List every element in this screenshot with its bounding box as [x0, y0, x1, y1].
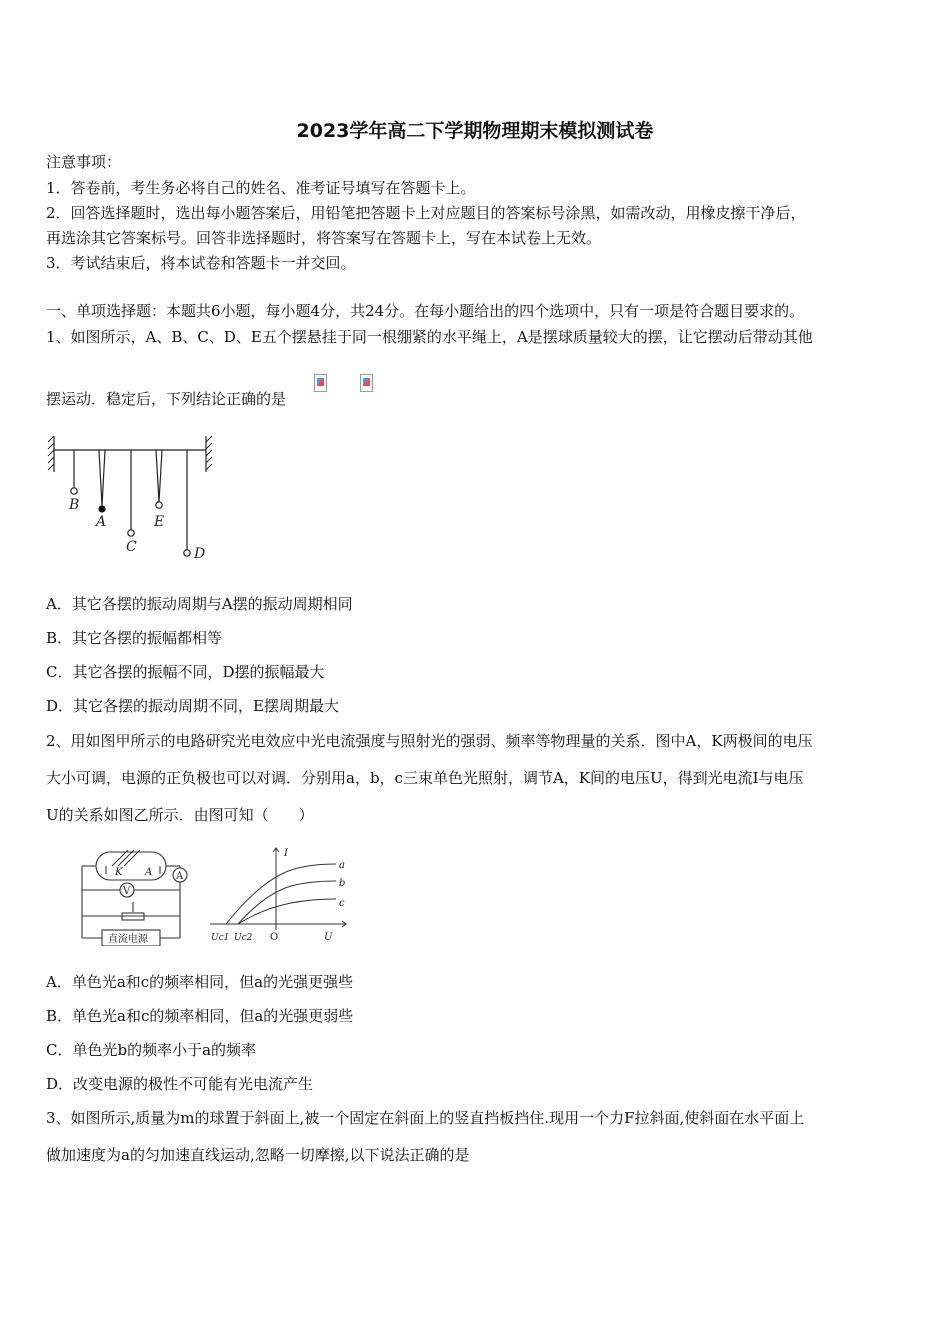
circuit-figure	[72, 844, 194, 946]
broken-image-icon	[314, 374, 327, 392]
axis-label-u: U	[324, 932, 333, 943]
notes-heading: 注意事项：	[46, 153, 122, 171]
label-E: E	[154, 514, 165, 530]
q1-option: D．其它各摆的振动周期不同，E摆周期最大	[46, 697, 339, 715]
label-D: D	[194, 546, 206, 562]
iu-graph-figure	[206, 844, 352, 944]
q2-line: 2、用如图甲所示的电路研究光电效应中光电流强度与照射光的强弱、频率等物理量的关系．图中A，K两极间的电压	[46, 732, 813, 750]
label-A: A	[96, 514, 107, 530]
voltmeter-icon: V	[123, 886, 131, 897]
circuit-label-a: A	[145, 867, 153, 878]
q2-line: 大小可调，电源的正负极也可以对调．分别用a，b，c三束单色光照射，调节A，K间的电压U，得到光电流I与电压	[46, 769, 804, 787]
page-title: 2023学年高二下学期物理期末模拟测试卷	[296, 120, 654, 142]
ammeter-icon: A	[176, 871, 184, 882]
label-uc1: Uc1	[211, 933, 230, 943]
notes-item: 1．答卷前，考生务必将自己的姓名、准考证号填写在答题卡上。	[46, 179, 476, 197]
label-uc2: Uc2	[234, 933, 253, 943]
q2-option: A．单色光a和c的频率相同，但a的光强更强些	[46, 973, 354, 991]
curve-label-c: c	[339, 898, 345, 909]
pendulum-figure	[46, 432, 216, 562]
q1-line: 摆运动．稳定后，下列结论正确的是	[46, 390, 287, 408]
circuit-label-k: K	[115, 867, 123, 878]
axis-origin: O	[270, 932, 279, 943]
label-B: B	[69, 497, 80, 513]
section-heading: 一、单项选择题：本题共6小题，每小题4分，共24分。在每小题给出的四个选项中，只有一项是符合题目要求的。	[46, 302, 805, 320]
q1-line: 1、如图所示，A、B、C、D、E五个摆悬挂于同一根绷紧的水平绳上，A是摆球质量较大的摆，让它摆动后带动其他	[46, 328, 813, 346]
q1-option: A．其它各摆的振动周期与A摆的振动周期相同	[46, 595, 353, 613]
power-source-label: 直流电源	[108, 934, 148, 945]
notes-item: 再选涂其它答案标号。回答非选择题时，将答案写在答题卡上，写在本试卷上无效。	[46, 229, 602, 247]
q2-option: B．单色光a和c的频率相同，但a的光强更弱些	[46, 1007, 354, 1025]
curve-label-a: a	[339, 860, 345, 871]
q2-line: U的关系如图乙所示．由图可知（ ）	[46, 806, 314, 824]
q2-option: C．单色光b的频率小于a的频率	[46, 1041, 257, 1059]
label-C: C	[126, 539, 137, 555]
q3-line: 做加速度为a的匀加速直线运动,忽略一切摩擦,以下说法正确的是	[46, 1146, 470, 1164]
notes-item: 3．考试结束后，将本试卷和答题卡一并交回。	[46, 254, 356, 272]
q3-line: 3、如图所示,质量为m的球置于斜面上,被一个固定在斜面上的竖直挡板挡住.现用一个力F拉斜面,使斜面在水平面上	[46, 1109, 805, 1127]
q2-option: D．改变电源的极性不可能有光电流产生	[46, 1075, 314, 1093]
axis-label-i: I	[284, 848, 288, 859]
broken-image-icon	[360, 374, 373, 392]
curve-label-b: b	[339, 878, 346, 889]
notes-item: 2．回答选择题时，选出每小题答案后，用铅笔把答题卡上对应题目的答案标号涂黑，如需改动，用橡皮擦干净后，	[46, 204, 806, 222]
q1-option: C．其它各摆的振幅不同，D摆的振幅最大	[46, 663, 325, 681]
q1-option: B．其它各摆的振幅都相等	[46, 629, 223, 647]
